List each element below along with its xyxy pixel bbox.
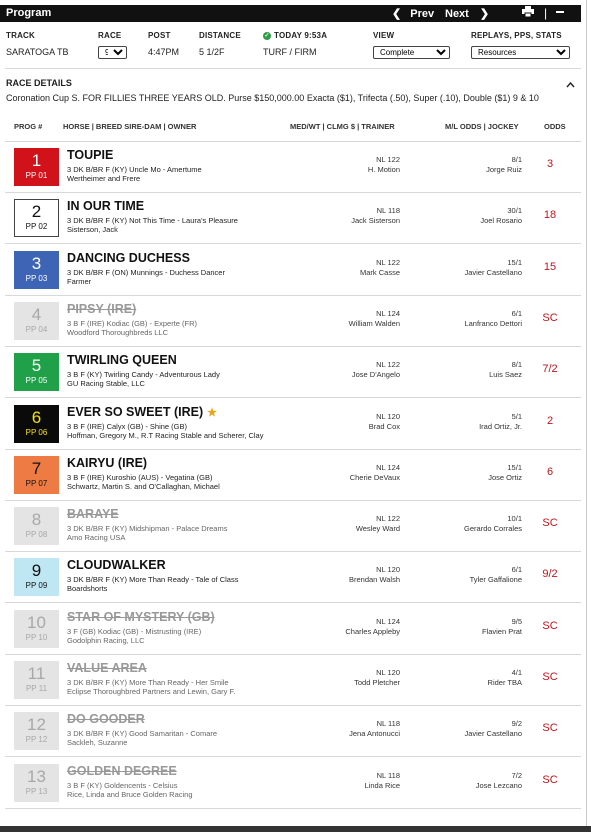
bottom-bar bbox=[0, 826, 591, 832]
med-weight: NL 118 bbox=[376, 719, 400, 729]
morning-line-odds: 5/1 bbox=[511, 411, 522, 421]
header-strip bbox=[0, 5, 581, 22]
trainer: Cherie DeVaux bbox=[349, 472, 400, 482]
program-number: 5 bbox=[31, 356, 42, 376]
morning-line-odds: 15/1 bbox=[507, 462, 522, 472]
chevron-up-icon[interactable] bbox=[566, 80, 575, 91]
horse-name[interactable] bbox=[67, 405, 217, 419]
live-odds: 15 bbox=[543, 260, 557, 273]
prev-label: Prev bbox=[410, 8, 435, 20]
horse-row[interactable] bbox=[5, 706, 581, 757]
jockey: Gerardo Corrales bbox=[464, 524, 522, 534]
med-weight: NL 120 bbox=[376, 565, 400, 575]
favorite-star-icon: ★ bbox=[207, 406, 218, 419]
post-position: PP 13 bbox=[25, 786, 48, 796]
breed-sire-dam: 3 B F (IRE) Calyx (GB) - Shine (GB) bbox=[67, 421, 188, 431]
program-number: 9 bbox=[31, 561, 42, 581]
med-weight: NL 122 bbox=[376, 514, 400, 524]
morning-line-odds: 9/5 bbox=[511, 616, 522, 626]
live-odds: 9/2 bbox=[542, 568, 558, 581]
program-number: 7 bbox=[31, 458, 42, 478]
horse-row[interactable] bbox=[5, 501, 581, 552]
owner: Woodford Thoroughbreds LLC bbox=[67, 327, 169, 337]
jockey: Tyler Gaffalione bbox=[469, 575, 522, 585]
live-odds: SC bbox=[542, 619, 558, 632]
jockey: Flavien Prat bbox=[481, 626, 522, 636]
owner: Rice, Linda and Bruce Golden Racing bbox=[67, 789, 193, 799]
program-number-badge bbox=[14, 712, 59, 750]
horse-name-text: TOUPIE bbox=[67, 148, 114, 162]
trainer: Charles Appleby bbox=[345, 626, 400, 636]
trainer: William Walden bbox=[348, 318, 400, 328]
horse-name-text: DANCING DUCHESS bbox=[67, 250, 190, 265]
jockey: Rider TBA bbox=[487, 678, 522, 687]
horse-name[interactable] bbox=[67, 251, 190, 265]
post-position: PP 10 bbox=[25, 632, 48, 642]
program-number-badge bbox=[14, 661, 59, 699]
col-med-trainer: MED/WT | CLMG $ | TRAINER bbox=[290, 122, 395, 131]
program-number: 8 bbox=[31, 510, 42, 530]
horse-name[interactable] bbox=[67, 302, 136, 316]
jockey: Javier Castellano bbox=[464, 729, 522, 739]
med-weight: NL 118 bbox=[376, 206, 400, 216]
program-number-badge bbox=[14, 302, 59, 340]
horse-row[interactable] bbox=[5, 142, 581, 193]
program-number-badge bbox=[14, 148, 59, 186]
replays-label: REPLAYS, PPS, STATS bbox=[471, 31, 562, 40]
owner: Sisterson, Jack bbox=[67, 225, 118, 235]
breed-sire-dam: 3 B F (KY) Goldencents - Celsius bbox=[67, 780, 178, 790]
surface-value: TURF / FIRM bbox=[263, 47, 317, 57]
horse-name-text: IN OUR TIME bbox=[67, 199, 145, 214]
horse-name-text: DO GOODER bbox=[67, 712, 145, 727]
post-position: PP 03 bbox=[25, 273, 48, 283]
post-position: PP 09 bbox=[25, 581, 48, 591]
horse-name-text: CLOUDWALKER bbox=[67, 558, 166, 573]
program-number: 6 bbox=[31, 407, 42, 427]
owner: Boardshorts bbox=[67, 584, 108, 594]
horse-name-text: STAR OF MYSTERY (GB) bbox=[67, 609, 215, 624]
program-number-badge bbox=[14, 507, 59, 545]
horse-name[interactable] bbox=[67, 507, 119, 521]
owner: Sackleh, Suzanne bbox=[67, 738, 128, 748]
col-prog: PROG # bbox=[14, 122, 43, 131]
owner: Godolphin Racing, LLC bbox=[67, 635, 145, 645]
owner: Farmer bbox=[67, 276, 92, 286]
next-label: Next bbox=[445, 8, 469, 20]
horse-row[interactable] bbox=[5, 655, 581, 706]
jockey: Jose Lezcano bbox=[475, 780, 522, 790]
race-details-text: Coronation Cup S. FOR FILLIES THREE YEARS OLD. Purse $150,000.00 Exacta ($1), Trifecta (.50), Super (.10), Double ($1) 9 & 10 bbox=[6, 93, 539, 103]
chevron-right-icon: ❯ bbox=[479, 8, 490, 20]
trainer: Linda Rice bbox=[364, 780, 400, 790]
horse-name[interactable] bbox=[67, 199, 144, 213]
owner: Wertheimer and Frere bbox=[67, 174, 141, 183]
morning-line-odds: 8/1 bbox=[511, 155, 522, 164]
program-number: 11 bbox=[27, 664, 46, 683]
horse-name[interactable] bbox=[67, 712, 145, 726]
check-circle-icon: ✓ bbox=[264, 32, 270, 39]
horse-name[interactable] bbox=[67, 661, 147, 675]
trainer: Jena Antonucci bbox=[349, 729, 400, 739]
horse-name-text: TWIRLING QUEEN bbox=[67, 353, 177, 368]
breed-sire-dam: 3 F (GB) Kodiac (GB) - Mistrusting (IRE) bbox=[67, 626, 202, 636]
horse-name[interactable] bbox=[67, 764, 177, 778]
med-weight: NL 122 bbox=[376, 360, 400, 370]
page-title: Program bbox=[6, 7, 52, 19]
live-odds: 6 bbox=[546, 465, 554, 478]
post-position: PP 01 bbox=[25, 171, 48, 180]
program-number-badge bbox=[14, 251, 59, 289]
breed-sire-dam: 3 DK B/BR F (KY) More Than Ready - Tale of Class bbox=[67, 575, 239, 585]
horse-name[interactable] bbox=[67, 558, 166, 572]
horse-row[interactable] bbox=[5, 552, 581, 603]
col-odds: ODDS bbox=[544, 122, 566, 131]
race-details-label: RACE DETAILS bbox=[6, 78, 72, 88]
morning-line-odds: 9/2 bbox=[511, 719, 522, 729]
post-position: PP 08 bbox=[25, 530, 48, 540]
live-odds: 2 bbox=[546, 414, 554, 427]
breed-sire-dam: 3 DK B/BR F (ON) Munnings - Duchess Dancer bbox=[67, 267, 225, 277]
live-odds: 7/2 bbox=[542, 363, 558, 376]
program-number: 2 bbox=[31, 202, 42, 222]
morning-line-odds: 10/1 bbox=[507, 514, 522, 524]
owner: Eclipse Thoroughbred Partners and Lewin, Gary F. bbox=[67, 687, 236, 696]
horse-row[interactable] bbox=[5, 399, 581, 450]
distance-label: DISTANCE bbox=[199, 31, 241, 40]
program-number-badge bbox=[14, 610, 59, 648]
owner: Amo Racing USA bbox=[67, 533, 126, 543]
post-position: PP 06 bbox=[25, 427, 48, 437]
post-label: POST bbox=[148, 31, 171, 40]
post-position: PP 02 bbox=[25, 222, 48, 232]
jockey: Jorge Ruiz bbox=[486, 165, 522, 174]
horse-row[interactable] bbox=[5, 245, 581, 296]
program-number-badge bbox=[14, 558, 59, 596]
program-number: 1 bbox=[31, 151, 42, 170]
horse-name[interactable] bbox=[67, 610, 215, 624]
trainer: Wesley Ward bbox=[355, 524, 400, 534]
post-position: PP 04 bbox=[25, 324, 48, 334]
med-weight: NL 124 bbox=[376, 616, 400, 626]
right-edge-line bbox=[586, 0, 587, 832]
horse-name[interactable] bbox=[67, 456, 147, 470]
med-weight: NL 120 bbox=[376, 411, 400, 421]
race-label: RACE bbox=[98, 31, 122, 40]
print-icon[interactable] bbox=[522, 6, 534, 20]
divider bbox=[5, 68, 581, 69]
horse-name-text: BARAYE bbox=[67, 507, 119, 522]
program-number-badge bbox=[14, 764, 59, 802]
horse-row[interactable] bbox=[5, 758, 581, 809]
program-number-badge bbox=[14, 405, 59, 443]
jockey: Jose Ortiz bbox=[488, 472, 522, 482]
live-odds: 3 bbox=[546, 158, 554, 170]
trainer: Mark Casse bbox=[359, 267, 400, 277]
morning-line-odds: 4/1 bbox=[511, 668, 522, 677]
jockey: Lanfranco Dettori bbox=[464, 318, 522, 328]
distance-value: 5 1/2F bbox=[199, 47, 225, 57]
horse-row[interactable] bbox=[5, 296, 581, 347]
breed-sire-dam: 3 DK B/BR F (KY) Good Samaritan - Comare bbox=[67, 729, 218, 739]
race-select[interactable] bbox=[98, 46, 127, 59]
view-select[interactable] bbox=[373, 46, 450, 59]
trainer: Brad Cox bbox=[368, 421, 400, 431]
morning-line-odds: 7/2 bbox=[511, 770, 522, 780]
jockey: Javier Castellano bbox=[464, 267, 522, 277]
med-weight: NL 122 bbox=[376, 155, 400, 164]
program-header bbox=[0, 0, 591, 28]
morning-line-odds: 15/1 bbox=[507, 257, 522, 267]
col-horse: HORSE | BREED SIRE-DAM | OWNER bbox=[63, 122, 197, 131]
med-weight: NL 120 bbox=[376, 668, 400, 677]
program-number: 13 bbox=[27, 766, 46, 786]
breed-sire-dam: 3 DK B/BR F (KY) Uncle Mo - Amertume bbox=[67, 165, 202, 174]
owner: GU Racing Stable, LLC bbox=[67, 379, 145, 389]
program-number-badge bbox=[14, 199, 59, 237]
horse-name-text: KAIRYU (IRE) bbox=[67, 455, 148, 470]
med-weight: NL 124 bbox=[376, 308, 400, 318]
program-number-badge bbox=[14, 456, 59, 494]
program-number: 12 bbox=[27, 715, 46, 735]
jockey: Luis Saez bbox=[489, 370, 522, 380]
med-weight: NL 124 bbox=[376, 462, 400, 472]
trainer: Jack Sisterson bbox=[351, 216, 400, 226]
today-label: TODAY 9:53A bbox=[274, 31, 328, 40]
med-weight: NL 122 bbox=[376, 257, 400, 267]
post-position: PP 11 bbox=[25, 684, 48, 693]
program-number: 3 bbox=[31, 253, 42, 273]
horse-row[interactable] bbox=[5, 604, 581, 655]
breed-sire-dam: 3 B F (IRE) Kuroshio (AUS) - Vegatina (GB) bbox=[67, 472, 213, 482]
col-ml-jockey: M/L ODDS | JOCKEY bbox=[445, 122, 519, 131]
live-odds: SC bbox=[542, 773, 558, 786]
chevron-left-icon: ❮ bbox=[392, 8, 402, 20]
horse-row[interactable] bbox=[5, 347, 581, 398]
horse-name-text: PIPSY (IRE) bbox=[67, 301, 137, 316]
live-odds: SC bbox=[542, 671, 558, 683]
breed-sire-dam: 3 B F (IRE) Kodiac (GB) - Experte (FR) bbox=[67, 318, 198, 328]
trainer: Jose D'Angelo bbox=[351, 370, 400, 380]
post-value: 4:47PM bbox=[148, 47, 180, 57]
prev-button[interactable] bbox=[392, 7, 434, 20]
resources-select[interactable] bbox=[471, 46, 570, 59]
breed-sire-dam: 3 DK B/BR F (KY) Midshipman - Palace Dreams bbox=[67, 524, 228, 534]
program-number-badge bbox=[14, 353, 59, 391]
breed-sire-dam: 3 DK B/BR F (KY) Not This Time - Laura's Pleasure bbox=[67, 216, 238, 226]
live-odds: 18 bbox=[543, 209, 557, 222]
jockey: Irad Ortiz, Jr. bbox=[479, 421, 522, 431]
trainer: H. Motion bbox=[367, 165, 400, 174]
horse-name-text: GOLDEN DEGREE bbox=[67, 763, 177, 778]
track-label: TRACK bbox=[6, 31, 35, 40]
trainer: Todd Pletcher bbox=[354, 678, 400, 687]
post-position: PP 07 bbox=[25, 478, 48, 488]
horse-name[interactable] bbox=[67, 353, 177, 367]
program-number: 4 bbox=[31, 304, 42, 324]
horse-name-text: VALUE AREA bbox=[67, 661, 147, 675]
post-position: PP 05 bbox=[25, 376, 48, 386]
next-button[interactable] bbox=[445, 7, 489, 20]
horse-name-text: EVER SO SWEET (IRE) bbox=[67, 404, 204, 419]
track-value: SARATOGA TB bbox=[6, 47, 69, 57]
live-odds: SC bbox=[542, 311, 558, 324]
jockey: Joel Rosario bbox=[480, 216, 522, 226]
horse-row[interactable] bbox=[5, 450, 581, 501]
horse-name[interactable] bbox=[67, 148, 113, 162]
view-label: VIEW bbox=[373, 31, 395, 40]
owner: Hoffman, Gregory M., R.T Racing Stable and Scherer, Clay bbox=[67, 430, 264, 440]
morning-line-odds: 8/1 bbox=[511, 360, 522, 370]
breed-sire-dam: 3 DK B/BR F (KY) More Than Ready - Her Smile bbox=[67, 678, 229, 687]
morning-line-odds: 30/1 bbox=[507, 206, 522, 216]
morning-line-odds: 6/1 bbox=[511, 308, 522, 318]
menu-icon[interactable] bbox=[555, 6, 565, 20]
trainer: Brendan Walsh bbox=[349, 575, 400, 585]
live-odds: SC bbox=[542, 517, 558, 530]
live-odds: SC bbox=[542, 722, 558, 735]
post-position: PP 12 bbox=[25, 735, 48, 745]
program-number: 10 bbox=[27, 612, 46, 632]
separator: | bbox=[544, 6, 548, 20]
breed-sire-dam: 3 B F (KY) Twirling Candy - Adventurous Lady bbox=[67, 370, 220, 380]
morning-line-odds: 6/1 bbox=[511, 565, 522, 575]
today-status bbox=[263, 31, 327, 40]
owner: Schwartz, Martin S. and O'Callaghan, Michael bbox=[67, 481, 220, 491]
med-weight: NL 118 bbox=[376, 770, 400, 780]
horse-row[interactable] bbox=[5, 193, 581, 244]
